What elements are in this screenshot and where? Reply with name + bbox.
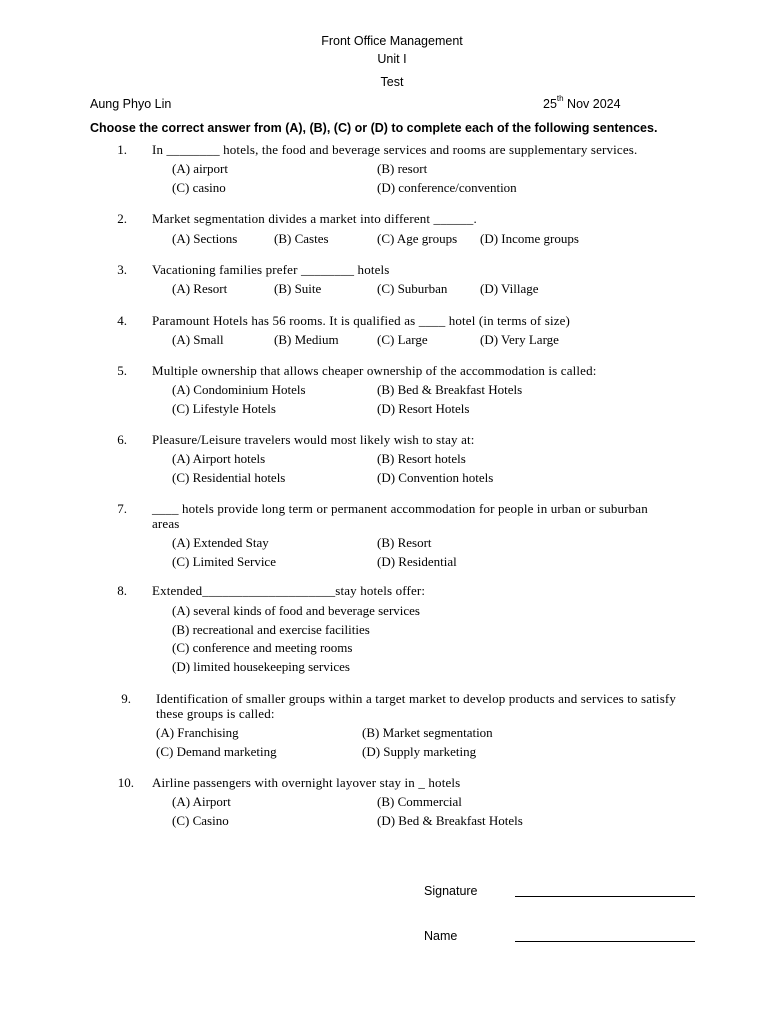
option-c: (C) Casino xyxy=(172,813,229,828)
date-rest: Nov 2024 xyxy=(563,97,621,111)
question-text: Airline passengers with overnight layover stay in _ hotels xyxy=(152,775,461,790)
option-a: (A) Resort xyxy=(172,281,228,296)
option-a: (A) Airport hotels xyxy=(172,451,266,466)
option-c: (C) Large xyxy=(377,332,428,347)
option-b: (B) Market segmentation xyxy=(362,725,493,740)
option-c: (C) Suburban xyxy=(377,281,448,296)
option-d: (D) limited housekeeping services xyxy=(172,659,350,674)
name-line[interactable] xyxy=(515,941,695,942)
option-c: (C) conference and meeting rooms xyxy=(172,640,353,655)
question-text: ____ hotels provide long term or permanent accommodation for people in urban or suburban xyxy=(152,501,648,516)
option-c: (C) Age groups xyxy=(377,231,458,246)
question-number: 9. xyxy=(121,691,131,706)
question-text: Pleasure/Leisure travelers would most likely wish to stay at: xyxy=(152,432,475,447)
option-a: (A) Small xyxy=(172,332,224,347)
option-b: (B) resort xyxy=(377,161,428,176)
option-d: (D) Resort Hotels xyxy=(377,401,470,416)
option-a: (A) Franchising xyxy=(156,725,239,740)
date-suffix: th xyxy=(556,94,564,103)
option-a: (A) Sections xyxy=(172,231,238,246)
question-number: 1. xyxy=(117,142,127,157)
option-b: (B) Medium xyxy=(274,332,339,347)
instructions: Choose the correct answer from (A), (B), (C) or (D) to complete each of the following sentences. xyxy=(90,121,658,135)
option-d: (D) Residential xyxy=(377,554,457,569)
question-number: 8. xyxy=(117,583,127,598)
option-c: (C) Limited Service xyxy=(172,554,276,569)
option-c: (C) Residential hotels xyxy=(172,470,286,485)
option-a: (A) airport xyxy=(172,161,228,176)
question-number: 5. xyxy=(117,363,127,378)
question-number: 3. xyxy=(117,262,127,277)
question-number: 10. xyxy=(117,775,134,790)
question-text: Identification of smaller groups within a target market to develop products and services to satisfy xyxy=(156,691,677,706)
option-a: (A) several kinds of food and beverage services xyxy=(172,603,420,618)
option-d: (D) Very Large xyxy=(480,332,559,347)
test-label: Test xyxy=(380,75,404,89)
question-text: Paramount Hotels has 56 rooms. It is qualified as ____ hotel (in terms of size) xyxy=(152,313,571,328)
question-text: Multiple ownership that allows cheaper ownership of the accommodation is called: xyxy=(152,363,597,378)
option-a: (A) Extended Stay xyxy=(172,535,269,550)
name-label: Name xyxy=(424,929,458,943)
unit-label: Unit I xyxy=(377,52,407,66)
question-number: 2. xyxy=(117,211,127,226)
option-b: (B) recreational and exercise facilities xyxy=(172,622,370,637)
option-c: (C) casino xyxy=(172,180,226,195)
option-b: (B) Resort xyxy=(377,535,432,550)
option-a: (A) Airport xyxy=(172,794,231,809)
student-name: Aung Phyo Lin xyxy=(90,97,172,111)
question-number: 6. xyxy=(117,432,127,447)
question-text-cont: areas xyxy=(152,516,180,531)
option-d: (D) conference/convention xyxy=(377,180,517,195)
option-d: (D) Bed & Breakfast Hotels xyxy=(377,813,523,828)
option-a: (A) Condominium Hotels xyxy=(172,382,306,397)
date-day: 25 xyxy=(543,97,557,111)
option-c: (C) Lifestyle Hotels xyxy=(172,401,276,416)
question-text: Extended____________________stay hotels offer: xyxy=(152,583,426,598)
question-text: In ________ hotels, the food and beverage services and rooms are supplementary services. xyxy=(152,142,638,157)
option-d: (D) Income groups xyxy=(480,231,579,246)
question-number: 7. xyxy=(117,501,127,516)
option-d: (D) Village xyxy=(480,281,539,296)
option-b: (B) Castes xyxy=(274,231,329,246)
question-number: 4. xyxy=(117,313,127,328)
question-text-cont: these groups is called: xyxy=(156,706,275,721)
signature-label: Signature xyxy=(424,884,478,898)
question-text: Market segmentation divides a market into different ______. xyxy=(152,211,477,226)
test-date xyxy=(543,94,621,111)
question-text: Vacationing families prefer ________ hotels xyxy=(152,262,390,277)
option-c: (C) Demand marketing xyxy=(156,744,277,759)
signature-line[interactable] xyxy=(515,896,695,897)
option-b: (B) Resort hotels xyxy=(377,451,466,466)
course-title: Front Office Management xyxy=(321,34,463,48)
option-b: (B) Commercial xyxy=(377,794,462,809)
option-d: (D) Supply marketing xyxy=(362,744,477,759)
option-b: (B) Bed & Breakfast Hotels xyxy=(377,382,523,397)
option-b: (B) Suite xyxy=(274,281,322,296)
option-d: (D) Convention hotels xyxy=(377,470,494,485)
